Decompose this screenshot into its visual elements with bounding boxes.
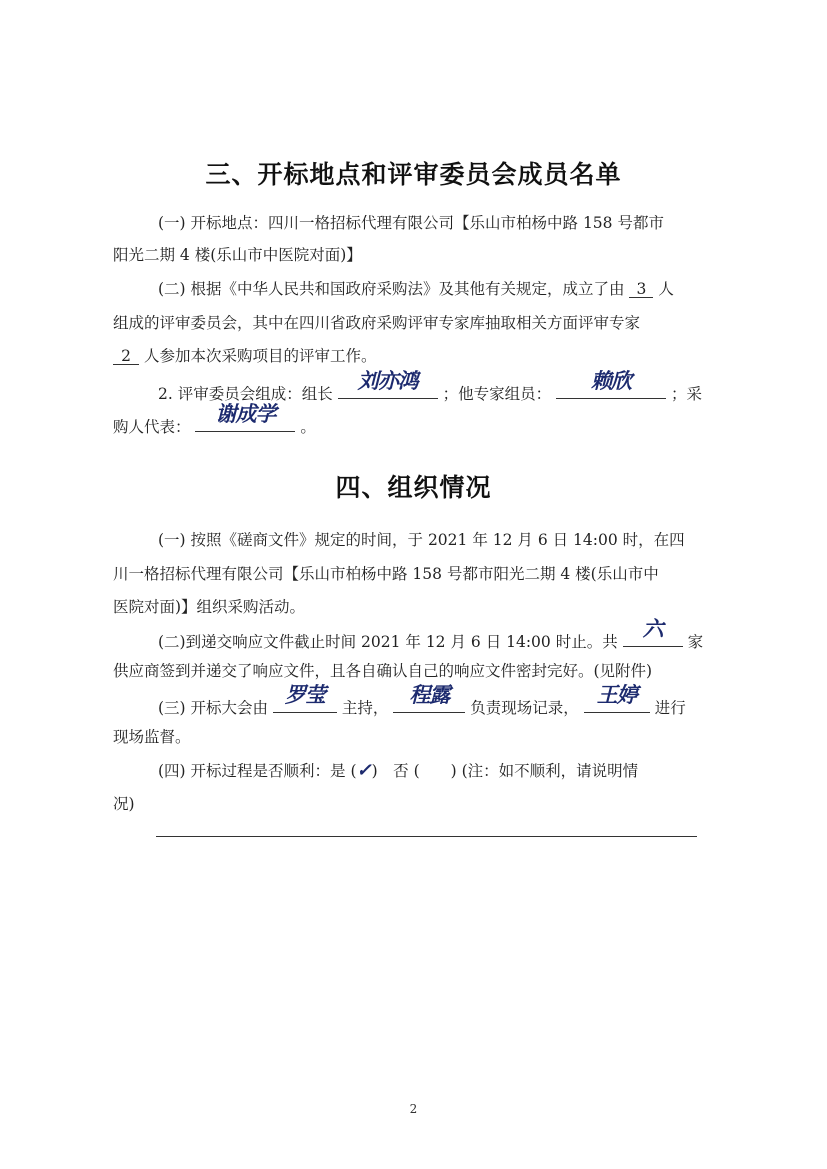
rep-signature-field: [195, 401, 295, 432]
host-signature: 罗莹: [284, 682, 325, 707]
s3-p4-text-a: 购人代表：: [113, 418, 191, 436]
section-4-heading: 四、组织情况: [335, 473, 492, 502]
s3-p4-line: [113, 401, 316, 437]
s4-p4-text-a: (四) 开标过程是否顺利：是 (: [158, 762, 357, 780]
s3-p2-text-c: 人参加本次采购项目的评审工作。: [143, 347, 377, 365]
expert-count-field: [113, 346, 139, 365]
s3-p2-line3: [113, 346, 376, 366]
s3-p1-line2: 阳光二期 4 楼(乐山市中医院对面)】: [113, 246, 362, 264]
s3-p2-text-a: (二) 根据《中华人民共和国政府采购法》及其他有关规定，成立了由: [158, 280, 625, 298]
s3-p3-text-a: 2. 评审委员会组成：组长: [158, 385, 333, 403]
s3-p1-line1: (一) 开标地点：四川一格招标代理有限公司【乐山市柏杨中路 158 号都市: [158, 214, 664, 232]
supervisor-signature: 王婷: [596, 682, 637, 707]
s4-p2-text-b: 家: [687, 633, 704, 651]
horizontal-rule: [156, 836, 697, 837]
s4-p4-line1: [158, 761, 638, 781]
supervisor-signature-field: [584, 682, 650, 713]
supplier-count-field: [623, 616, 683, 647]
s4-p1-line2: 川一格招标代理有限公司【乐山市柏杨中路 158 号都市阳光二期 4 楼(乐山市中: [113, 565, 659, 583]
s4-p3-text-d: 进行: [654, 699, 686, 717]
leader-signature-field: [338, 368, 438, 399]
s4-p1-line3: 医院对面)】组织采购活动。: [113, 598, 306, 616]
s4-p1-line1: (一) 按照《磋商文件》规定的时间，于 2021 年 12 月 6 日 14:00 时，在四: [158, 531, 685, 549]
committee-size-field: [629, 279, 653, 298]
s4-p3-text-c: 负责现场记录，: [470, 699, 579, 717]
recorder-signature: 程露: [409, 682, 450, 707]
s4-p2-line1: [158, 616, 704, 652]
leader-signature: 刘亦鸿: [357, 368, 418, 393]
s4-p3-line1: [158, 682, 686, 718]
member-signature: 赖欣: [591, 368, 632, 393]
committee-size-value: 3: [636, 280, 647, 298]
yes-checkmark: ✓: [356, 760, 372, 781]
member-signature-field: [556, 368, 666, 399]
s4-p2-line2: 供应商签到并递交了响应文件，且各自确认自己的响应文件密封完好。(见附件): [113, 662, 653, 680]
s3-p2-line1: [158, 279, 674, 299]
s3-p3-text-b: ；他专家组员：: [442, 385, 552, 403]
expert-count-value: 2: [121, 347, 131, 365]
supplier-count-value: 六: [642, 616, 663, 641]
page-number: 2: [409, 1102, 418, 1116]
s3-p2-line2: 组成的评审委员会，其中在四川省政府采购评审专家库抽取相关方面评审专家: [113, 314, 641, 332]
s4-p4-line2: 况): [113, 795, 135, 813]
s3-p3-text-c: ；采: [670, 385, 702, 403]
section-3-heading: 三、开标地点和评审委员会成员名单: [205, 160, 622, 189]
s4-p3-text-a: (三) 开标大会由: [158, 699, 269, 717]
s3-p2-text-b: 人: [658, 280, 674, 298]
host-signature-field: [273, 682, 337, 713]
s4-p3-line2: 现场监督。: [113, 728, 191, 746]
rep-signature: 谢成学: [215, 401, 276, 426]
s4-p4-text-b: ) 否 ( ) (注：如不顺利，请说明情: [371, 762, 639, 780]
s4-p3-text-b: 主持，: [341, 699, 389, 717]
s3-p4-text-b: 。: [300, 418, 316, 436]
recorder-signature-field: [393, 682, 465, 713]
s4-p2-text-a: (二)到递交响应文件截止时间 2021 年 12 月 6 日 14:00 时止。共: [158, 633, 618, 651]
